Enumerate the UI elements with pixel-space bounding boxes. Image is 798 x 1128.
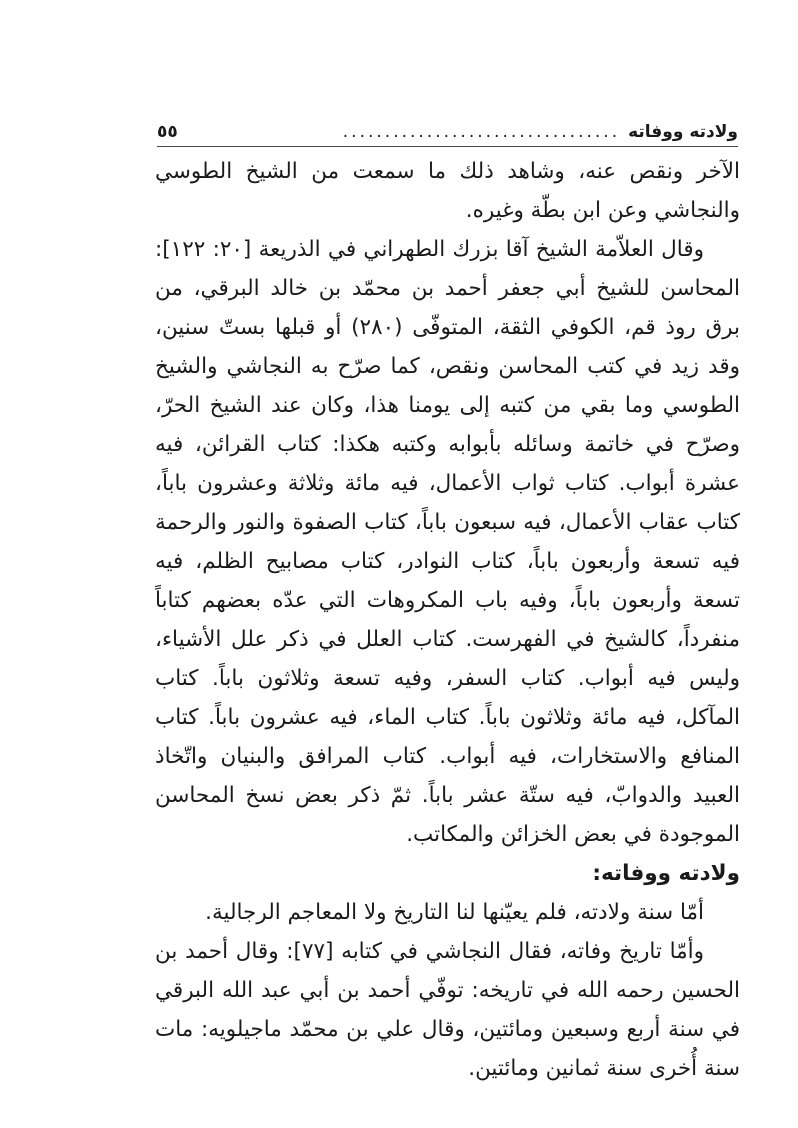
- leader-dots: .................................: [342, 122, 621, 142]
- paragraph-1: الآخر ونقص عنه، وشاهد ذلك ما سمعت من الشيخ الطوسي والنجاشي وعن ابن بطّة وغيره.: [155, 159, 740, 223]
- section-heading: ولادته ووفاته:: [592, 861, 740, 886]
- paragraph-4: وأمّا تاريخ وفاته، فقال النجاشي في كتابه [٧٧]: وقال أحمد بن الحسين رحمه الله في تاريخه: توفّي أحمد بن أبي عبد الله البرقي في سنة أربع وسبعين ومائتين، وقال علي بن محمّد ماجيلويه: مات سنة أُخرى سنة ثمانين ومائتين.: [155, 939, 740, 1081]
- body-text: [155, 152, 740, 1088]
- chapter-title: ولادته ووفاته: [628, 122, 738, 142]
- paragraph-2: وقال العلاّمة الشيخ آقا بزرك الطهراني في الذريعة [٢٠: ١٢٢]: المحاسن للشيخ أبي جعفر أحمد بن محمّد بن خالد البرقي، من برق روذ قم، الكوفي الثقة، المتوفّى (٢٨٠) أو قبلها بستّ سنين، وقد زيد في كتب المحاسن ونقص، كما صرّح به النجاشي والشيخ الطوسي وما بقي من كتبه إلى يومنا هذا، وكان عند الشيخ الحرّ، وصرّح في خاتمة وسائله بأبوابه وكتبه هكذا: كتاب القرائن، فيه عشرة أبواب. كتاب ثواب الأعمال، فيه مائة وثلاثة وعشرون باباً، كتاب عقاب الأعمال، فيه سبعون باباً، كتاب الصفوة والنور والرحمة فيه تسعة وأربعون باباً، كتاب النوادر، كتاب مصابيح الظلم، فيه تسعة وأربعون باباً، وفيه باب المكروهات التي عدّه بعضهم كتاباً منفرداً، كالشيخ في الفهرست. كتاب العلل في ذكر علل الأشياء، وليس فيه أبواب. كتاب السفر، وفيه تسعة وثلاثون باباً. كتاب المآكل، فيه مائة وثلاثون باباً. كتاب الماء، فيه عشرون باباً. كتاب المنافع والاستخارات، فيه أبواب. كتاب المرافق والبنيان واتّخاذ العبيد والدوابّ، فيه ستّة عشر باباً. ثمّ ذكر بعض نسخ المحاسن الموجودة في بعض الخزائن والمكاتب.: [155, 237, 740, 847]
- running-head: [157, 112, 738, 142]
- header-rule: [157, 146, 738, 147]
- paragraph-3: أمّا سنة ولادته، فلم يعيّنها لنا التاريخ ولا المعاجم الرجالية.: [205, 900, 704, 925]
- page-number: ٥٥: [157, 122, 178, 142]
